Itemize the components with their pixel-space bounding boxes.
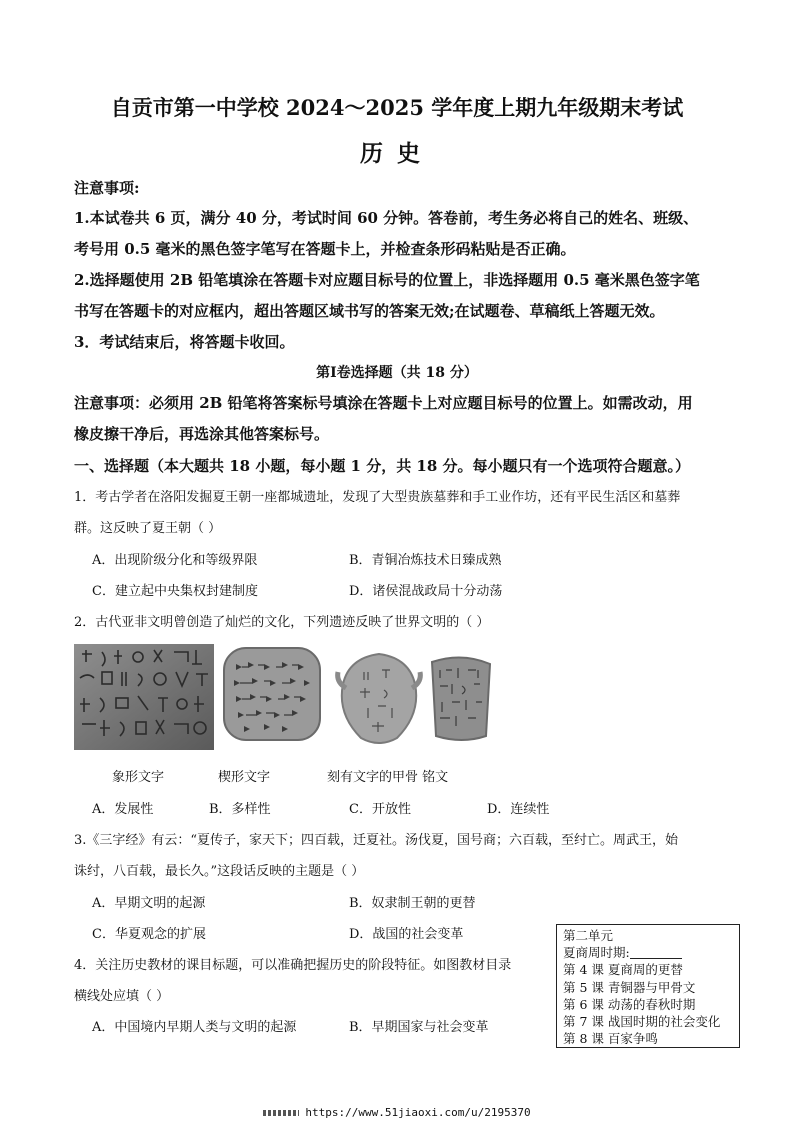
footer-url[interactable]: https://www.51jiaoxi.com/u/2195370: [305, 1106, 531, 1119]
exam-title: 自贡市第一中学校 2024～2025 学年度上期九年级期末考试: [110, 95, 684, 120]
notes-item-3: 3．考试结束后，将答题卡收回。: [74, 333, 295, 351]
bronze-inscription-image: [426, 652, 496, 742]
hieroglyph-image: [74, 644, 214, 750]
q1-option-b: B．青铜冶炼技术日臻成熟: [349, 553, 502, 568]
q3-stem-line-1: 3.《三字经》有云：“夏传子，家天下；四百载，迁夏社。汤伐夏，国号商；六百载，至纣亡。周武王，始: [74, 833, 679, 848]
toc-lesson: 第 7 课 战国时期的社会变化: [563, 1014, 721, 1030]
toc-unit: 第二单元: [563, 928, 614, 943]
toc-lesson: 第 4 课 夏商周的更替: [563, 962, 683, 978]
part-heading: 一、选择题（本大题共 18 小题，每小题 1 分，共 18 分。每小题只有一个选项符合题意。）: [74, 457, 691, 475]
q4-stem-line-1: 4．关注历史教材的课目标题，可以准确把握历史的阶段特征。如图教材目录: [74, 958, 512, 973]
q1-option-d: D．诸侯混战政局十分动荡: [349, 584, 503, 599]
q2-stem: 2．古代亚非文明曾创造了灿烂的文化，下列遗迹反映了世界文明的（ ）: [74, 615, 490, 630]
q3-stem-line-2: 诛纣，八百载，最长久。”这段话反映的主题是（ ）: [74, 864, 365, 879]
notes-item-2-cont: 书写在答题卡的对应框内，超出答题区域书写的答案无效;在试题卷、草稿纸上答题无效。: [74, 302, 665, 320]
q2-option-d: D．连续性: [487, 802, 550, 817]
q2-option-a: A．发展性: [92, 802, 154, 817]
caption-cuneiform: 楔形文字: [218, 770, 271, 785]
toc-period-row: [563, 944, 733, 961]
q2-option-c: C．开放性: [349, 802, 411, 817]
toc-blank-line: [630, 946, 682, 959]
section-note-line-2: 橡皮擦干净后，再选涂其他答案标号。: [74, 425, 330, 443]
q3-option-d: D．战国的社会变革: [349, 927, 464, 942]
q3-option-a: A．早期文明的起源: [92, 896, 206, 911]
footer: [0, 1106, 794, 1119]
q1-stem-line-2: 群。这反映了夏王朝（ ）: [74, 521, 222, 536]
site-logo-icon: [263, 1110, 299, 1116]
toc-period-label: 夏商周时期:: [563, 945, 630, 961]
notes-heading: 注意事项:: [74, 179, 140, 197]
section-heading: 第Ⅰ卷选择题（共 18 分）: [316, 365, 478, 381]
oracle-bone-image: [334, 648, 424, 748]
section-note-line-1: 注意事项：必须用 2B 铅笔将答案标号填涂在答题卡上对应题目标号的位置上。如需改动，用: [74, 394, 693, 412]
q1-stem-line-1: 1．考古学者在洛阳发掘夏王朝一座都城遗址，发现了大型贵族墓葬和手工业作坊，还有平民生活区和墓葬: [74, 490, 681, 505]
q2-option-b: B．多样性: [209, 802, 271, 817]
q1-option-c: C．建立起中央集权封建制度: [92, 584, 258, 599]
q3-option-b: B．奴隶制王朝的更替: [349, 896, 476, 911]
q4-option-a: A．中国境内早期人类与文明的起源: [92, 1020, 297, 1035]
textbook-toc-box: [556, 924, 740, 1048]
notes-item-1: 1.本试卷共 6 页，满分 40 分，考试时间 60 分钟。答卷前，考生务必将自己的姓名、班级、: [74, 209, 699, 227]
q3-option-c: C．华夏观念的扩展: [92, 927, 206, 942]
toc-lesson: 第 8 课 百家争鸣: [563, 1031, 658, 1047]
q4-option-b: B．早期国家与社会变革: [349, 1020, 489, 1035]
toc-lesson: 第 5 课 青铜器与甲骨文: [563, 979, 696, 995]
caption-hieroglyph: 象形文字: [112, 770, 165, 785]
notes-item-1-cont: 考号用 0.5 毫米的黑色签字笔写在答题卡上，并检查条形码粘贴是否正确。: [74, 240, 576, 258]
caption-oracle-bone: 刻有文字的甲骨 铭文: [327, 770, 449, 785]
subject-title: 历史: [360, 140, 434, 167]
q1-option-a: A．出现阶级分化和等级界限: [92, 553, 258, 568]
notes-item-2: 2.选择题使用 2B 铅笔填涂在答题卡对应题目标号的位置上，非选择题用 0.5 毫米黑色签字笔: [74, 271, 700, 289]
toc-lesson: 第 6 课 动荡的春秋时期: [563, 996, 696, 1012]
cuneiform-tablet-image: [220, 644, 324, 744]
q4-stem-line-2: 横线处应填（ ）: [74, 989, 170, 1004]
